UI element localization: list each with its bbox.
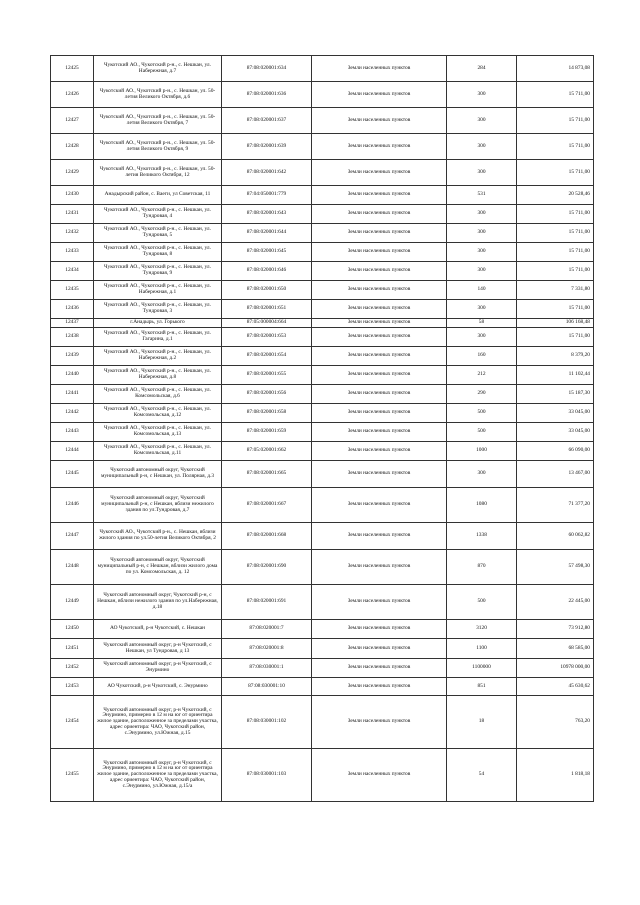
area-cell: 500: [447, 585, 517, 620]
table-row: [51, 134, 594, 160]
cadastral-value-cell: 33 045,00: [517, 423, 594, 442]
cadastral-value-cell: 15 711,00: [517, 134, 594, 160]
cadastral-number-cell: 87:08:020001:639: [222, 134, 312, 160]
address-cell: Чукотский автономный округ, Чукотский муниципальный р-н, с Нешкан, вблизи нежилого здания по ул.Тундровая, д.7: [94, 488, 222, 523]
cadastral-value-cell: 33 045,00: [517, 404, 594, 423]
row-number: 12430: [51, 186, 94, 205]
cadastral-value-cell: 15 187,30: [517, 385, 594, 404]
cadastral-value-cell: 10978 000,00: [517, 659, 594, 678]
cadastral-value-cell: 15 711,00: [517, 160, 594, 186]
land-category-cell: Земли населенных пунктов: [312, 108, 447, 134]
land-category-cell: Земли населенных пунктов: [312, 160, 447, 186]
table-row: [51, 461, 594, 488]
table-row: [51, 243, 594, 262]
area-cell: 1000: [447, 442, 517, 461]
cadastral-value-cell: 22 445,00: [517, 585, 594, 620]
table-row: [51, 300, 594, 319]
address-cell: Чукотский АО., Чукотский р-н., с. Нешкан, ул. Набережная, д.2: [94, 347, 222, 366]
area-cell: 1100000: [447, 659, 517, 678]
cadastral-value-cell: 7 331,80: [517, 281, 594, 300]
row-number: 12429: [51, 160, 94, 186]
table-row: [51, 442, 594, 461]
cadastral-number-cell: 87:05:000004:664: [222, 319, 312, 328]
cadastral-number-cell: 87:05:020001:662: [222, 442, 312, 461]
cadastral-number-cell: 87:08:020001:653: [222, 328, 312, 347]
table-row: [51, 385, 594, 404]
cadastral-value-cell: 60 062,82: [517, 523, 594, 550]
table-row: [51, 659, 594, 678]
row-number: 12436: [51, 300, 94, 319]
land-category-cell: Земли населенных пунктов: [312, 385, 447, 404]
address-cell: Чукотский автономный округ, р-н Чукотский, с Энурмино, примерно в 12 м на юг от ориентира жилое здание, расположенное за пределами участка, адрес ориентира: ЧАО, Чукотский район, с.Энурмино, ул.Южная, д.15: [94, 696, 222, 749]
table-row: [51, 347, 594, 366]
land-category-cell: Земли населенных пунктов: [312, 366, 447, 385]
cadastral-value-cell: 106 168,48: [517, 319, 594, 328]
cadastral-number-cell: 87:04:050001:779: [222, 186, 312, 205]
address-cell: Анадырский район, с. Ваеги, ул Советская, 11: [94, 186, 222, 205]
table-row: [51, 319, 594, 328]
area-cell: 284: [447, 56, 517, 82]
row-number: 12438: [51, 328, 94, 347]
area-cell: 300: [447, 205, 517, 224]
cadastral-number-cell: 87:08:020001:651: [222, 300, 312, 319]
cadastral-number-cell: 87:08:020001:667: [222, 488, 312, 523]
area-cell: 58: [447, 319, 517, 328]
land-category-cell: Земли населенных пунктов: [312, 585, 447, 620]
land-category-cell: Земли населенных пунктов: [312, 550, 447, 585]
area-cell: 851: [447, 678, 517, 696]
land-category-cell: Земли населенных пунктов: [312, 262, 447, 281]
land-category-cell: Земли населенных пунктов: [312, 696, 447, 749]
area-cell: 1338: [447, 523, 517, 550]
row-number: 12428: [51, 134, 94, 160]
cadastral-number-cell: 87:08:020001:658: [222, 404, 312, 423]
area-cell: 300: [447, 160, 517, 186]
row-number: 12443: [51, 423, 94, 442]
area-cell: 300: [447, 82, 517, 108]
cadastral-number-cell: 87:08:020001:668: [222, 523, 312, 550]
address-cell: Чукотский АО., Чукотский р-н., с. Нешкан, ул. Тундровая, 5: [94, 224, 222, 243]
address-cell: Чукотский АО., Чукотский р-н., с. Нешкан, ул. 50-летия Великого Октября, д.6: [94, 82, 222, 108]
row-number: 12439: [51, 347, 94, 366]
area-cell: 140: [447, 281, 517, 300]
cadastral-number-cell: 87:08:020001:642: [222, 160, 312, 186]
address-cell: Чукотский АО., Чукотский р-н., с. Нешкан, ул. Набережная, д.1: [94, 281, 222, 300]
land-category-cell: Земли населенных пунктов: [312, 620, 447, 639]
address-cell: Чукотский АО., Чукотский р-н., с. Нешкан, ул. Гагарина, д.1: [94, 328, 222, 347]
cadastral-number-cell: 87:08:020001:8: [222, 639, 312, 659]
address-cell: Чукотский АО., Чукотский р-н., с. Нешкан, ул. 50-летия Великого Октября, 12: [94, 160, 222, 186]
land-category-cell: Земли населенных пунктов: [312, 442, 447, 461]
address-cell: АО Чукотский, р-н Чукотский, с. Нешкан: [94, 620, 222, 639]
area-cell: 1080: [447, 488, 517, 523]
row-number: 12431: [51, 205, 94, 224]
cadastral-number-cell: 87:08:020001:645: [222, 243, 312, 262]
land-category-cell: Земли населенных пунктов: [312, 224, 447, 243]
land-category-cell: Земли населенных пунктов: [312, 639, 447, 659]
address-cell: Чукотский автономный округ, р-н Чукотский, с Энурмино, примерно в 12 м на юг от ориентира жилое здание, расположенное за пределами участка, адрес ориентира: ЧАО, Чукотский район, с.Энурмино, ул.Южная, д.15/а: [94, 749, 222, 802]
cadastral-value-cell: 71 377,20: [517, 488, 594, 523]
cadastral-value-cell: 15 711,00: [517, 205, 594, 224]
cadastral-number-cell: 87:08:020001:691: [222, 585, 312, 620]
address-cell: Чукотский АО., Чукотский р-н., с. Нешкан, ул. Тундровая, 3: [94, 300, 222, 319]
address-cell: Чукотский автономный округ, Чукотский муниципальный р-н, с Нешкан, ул. Полярная, д.3: [94, 461, 222, 488]
cadastral-number-cell: 87:08:030001:1: [222, 659, 312, 678]
land-category-cell: Земли населенных пунктов: [312, 205, 447, 224]
land-category-cell: Земли населенных пунктов: [312, 404, 447, 423]
area-cell: 300: [447, 461, 517, 488]
table-row: [51, 749, 594, 802]
address-cell: Чукотский АО., Чукотский р-н., с. Нешкан, ул. 50-летия Великого Октября, 9: [94, 134, 222, 160]
row-number: 12453: [51, 678, 94, 696]
area-cell: 160: [447, 347, 517, 366]
address-cell: Чукотский автономный округ, Чукотский муниципальный р-н, с Нешкан, вблизи жилого дома по ул. Комсомольская, д. 12: [94, 550, 222, 585]
table-row: [51, 186, 594, 205]
land-category-cell: Земли населенных пунктов: [312, 281, 447, 300]
table-row: [51, 160, 594, 186]
area-cell: 500: [447, 404, 517, 423]
table-row: [51, 108, 594, 134]
address-cell: Чукотский автономный округ, р-н Чукотский, с Энурмино: [94, 659, 222, 678]
row-number: 12444: [51, 442, 94, 461]
cadastral-number-cell: 87:08:020001:659: [222, 423, 312, 442]
land-category-cell: Земли населенных пунктов: [312, 659, 447, 678]
row-number: 12441: [51, 385, 94, 404]
cadastral-number-cell: 87:08:020001:644: [222, 224, 312, 243]
land-category-cell: Земли населенных пунктов: [312, 488, 447, 523]
cadastral-value-cell: 1 818,18: [517, 749, 594, 802]
row-number: 12447: [51, 523, 94, 550]
cadastral-number-cell: 87:08:030001:102: [222, 696, 312, 749]
address-cell: Чукотский АО., Чукотский р-н., с. Нешкан, ул. Комсомольская, д.13: [94, 423, 222, 442]
cadastral-value-cell: 13 467,00: [517, 461, 594, 488]
table-row: [51, 404, 594, 423]
table-row: [51, 550, 594, 585]
table-row: [51, 328, 594, 347]
cadastral-number-cell: 87:08:020001:643: [222, 205, 312, 224]
table-row: [51, 56, 594, 82]
address-cell: Чукотский АО., Чукотский р-н., с. Нешкан, ул. Тундровая, 9: [94, 262, 222, 281]
table-row: [51, 488, 594, 523]
cadastral-value-cell: 20 528,46: [517, 186, 594, 205]
row-number: 12426: [51, 82, 94, 108]
land-category-cell: Земли населенных пунктов: [312, 423, 447, 442]
row-number: 12452: [51, 659, 94, 678]
cadastral-number-cell: 87:08:030001:10: [222, 678, 312, 696]
land-category-cell: Земли населенных пунктов: [312, 328, 447, 347]
cadastral-value-cell: 66 090,00: [517, 442, 594, 461]
cadastral-value-cell: 45 630,62: [517, 678, 594, 696]
cadastral-value-cell: 15 711,00: [517, 300, 594, 319]
cadastral-value-cell: 763,20: [517, 696, 594, 749]
cadastral-number-cell: 87:08:020001:650: [222, 281, 312, 300]
row-number: 12445: [51, 461, 94, 488]
land-category-cell: Земли населенных пунктов: [312, 319, 447, 328]
cadastral-value-cell: 15 711,00: [517, 262, 594, 281]
row-number: 12455: [51, 749, 94, 802]
table-row: [51, 423, 594, 442]
land-category-cell: Земли населенных пунктов: [312, 461, 447, 488]
land-category-cell: Земли населенных пунктов: [312, 186, 447, 205]
row-number: 12432: [51, 224, 94, 243]
land-parcels-table: [50, 55, 594, 802]
row-number: 12448: [51, 550, 94, 585]
address-cell: Чукотский автономный округ, Чукотский р-н, с Нешкан, вблизи нежилого здания по ул.Набережная, д.18: [94, 585, 222, 620]
table-row: [51, 366, 594, 385]
area-cell: 300: [447, 224, 517, 243]
land-category-cell: Земли населенных пунктов: [312, 56, 447, 82]
area-cell: 300: [447, 300, 517, 319]
area-cell: 300: [447, 134, 517, 160]
table-row: [51, 639, 594, 659]
row-number: 12425: [51, 56, 94, 82]
row-number: 12427: [51, 108, 94, 134]
row-number: 12434: [51, 262, 94, 281]
cadastral-number-cell: 87:08:020001:656: [222, 385, 312, 404]
land-category-cell: Земли населенных пунктов: [312, 134, 447, 160]
table-body: [51, 56, 594, 802]
cadastral-value-cell: 8 379,20: [517, 347, 594, 366]
cadastral-number-cell: 87:08:030001:103: [222, 749, 312, 802]
cadastral-value-cell: 14 873,08: [517, 56, 594, 82]
row-number: 12449: [51, 585, 94, 620]
table-row: [51, 281, 594, 300]
table-row: [51, 523, 594, 550]
cadastral-value-cell: 11 102,44: [517, 366, 594, 385]
cadastral-number-cell: 87:08:020001:690: [222, 550, 312, 585]
cadastral-value-cell: 57 498,30: [517, 550, 594, 585]
row-number: 12440: [51, 366, 94, 385]
area-cell: 300: [447, 108, 517, 134]
table-row: [51, 696, 594, 749]
cadastral-number-cell: 87:08:020001:637: [222, 108, 312, 134]
cadastral-number-cell: 87:08:020001:634: [222, 56, 312, 82]
table-row: [51, 678, 594, 696]
table-row: [51, 620, 594, 639]
cadastral-number-cell: 87:08:020001:665: [222, 461, 312, 488]
address-cell: Чукотский АО., Чукотский р-н., с. Нешкан, ул. Комсомольская, д.12: [94, 404, 222, 423]
address-cell: Чукотский автономный округ, р-н Чукотский, с Нешкан, ул Тундровая, д 13: [94, 639, 222, 659]
land-category-cell: Земли населенных пунктов: [312, 749, 447, 802]
cadastral-number-cell: 87:08:020001:646: [222, 262, 312, 281]
area-cell: 300: [447, 262, 517, 281]
cadastral-number-cell: 87:08:020001:636: [222, 82, 312, 108]
area-cell: 1100: [447, 639, 517, 659]
table-row: [51, 224, 594, 243]
address-cell: Чукотский АО., Чукотский р-н., с. Нешкан, ул. Тундровая, 4: [94, 205, 222, 224]
land-category-cell: Земли населенных пунктов: [312, 347, 447, 366]
table-row: [51, 82, 594, 108]
area-cell: 300: [447, 328, 517, 347]
land-category-cell: Земли населенных пунктов: [312, 523, 447, 550]
address-cell: Чукотский АО., Чукотский р-н., с. Нешкан, ул. Комсомольская, д.6: [94, 385, 222, 404]
row-number: 12437: [51, 319, 94, 328]
area-cell: 290: [447, 385, 517, 404]
cadastral-value-cell: 73 912,80: [517, 620, 594, 639]
cadastral-number-cell: 87:08:020001:7: [222, 620, 312, 639]
cadastral-value-cell: 15 711,00: [517, 108, 594, 134]
cadastral-value-cell: 15 711,00: [517, 82, 594, 108]
area-cell: 3120: [447, 620, 517, 639]
row-number: 12454: [51, 696, 94, 749]
row-number: 12435: [51, 281, 94, 300]
area-cell: 18: [447, 696, 517, 749]
area-cell: 531: [447, 186, 517, 205]
address-cell: Чукотский АО., Чукотский р-н., с. Нешкан, ул. Набережная, д.8: [94, 366, 222, 385]
cadastral-value-cell: 15 711,00: [517, 224, 594, 243]
row-number: 12446: [51, 488, 94, 523]
row-number: 12451: [51, 639, 94, 659]
cadastral-value-cell: 15 711,00: [517, 243, 594, 262]
row-number: 12433: [51, 243, 94, 262]
area-cell: 870: [447, 550, 517, 585]
cadastral-number-cell: 87:08:020001:655: [222, 366, 312, 385]
address-cell: АО Чукотский, р-н Чукотский, с. Энурмино: [94, 678, 222, 696]
area-cell: 54: [447, 749, 517, 802]
area-cell: 300: [447, 243, 517, 262]
address-cell: г.Анадырь, ул. Горького: [94, 319, 222, 328]
table-row: [51, 205, 594, 224]
table-row: [51, 585, 594, 620]
land-category-cell: Земли населенных пунктов: [312, 82, 447, 108]
land-category-cell: Земли населенных пунктов: [312, 678, 447, 696]
land-category-cell: Земли населенных пунктов: [312, 243, 447, 262]
cadastral-number-cell: 87:08:020001:654: [222, 347, 312, 366]
table-row: [51, 262, 594, 281]
address-cell: Чукотский АО., Чукотский р-н., с. Нешкан, вблизи жилого здания по ул.50-летия Великого Октября, 2: [94, 523, 222, 550]
address-cell: Чукотский АО., Чукотский р-н., с. Нешкан, ул. Набережная, д.7: [94, 56, 222, 82]
address-cell: Чукотский АО., Чукотский р-н., с. Нешкан, ул. Комсомольская, д.11: [94, 442, 222, 461]
cadastral-value-cell: 15 711,00: [517, 328, 594, 347]
cadastral-value-cell: 68 585,00: [517, 639, 594, 659]
address-cell: Чукотский АО., Чукотский р-н., с. Нешкан, ул. Тундровая, 8: [94, 243, 222, 262]
address-cell: Чукотский АО., Чукотский р-н., с. Нешкан, ул. 50-летия Великого Октября, 7: [94, 108, 222, 134]
row-number: 12442: [51, 404, 94, 423]
land-category-cell: Земли населенных пунктов: [312, 300, 447, 319]
area-cell: 500: [447, 423, 517, 442]
area-cell: 212: [447, 366, 517, 385]
row-number: 12450: [51, 620, 94, 639]
